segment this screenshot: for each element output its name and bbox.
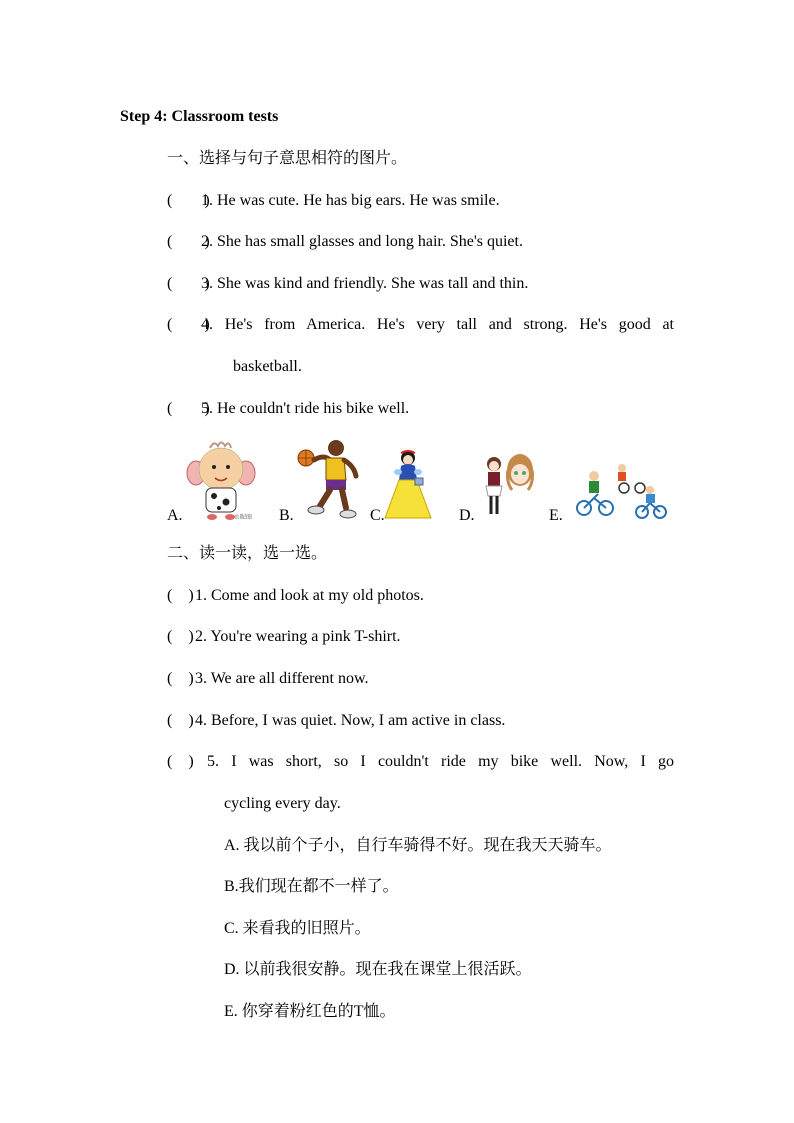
answer-blank[interactable]: ( ) [167, 712, 194, 729]
option-d: D. 以前我很安静。现在我在课堂上很活跃。 [224, 961, 532, 978]
picture-label-a: A. [167, 507, 183, 524]
answer-blank[interactable]: ( ) [167, 670, 194, 687]
section1-question-1 [167, 191, 500, 211]
picture-label-b: B. [279, 507, 294, 524]
picture-label-c: C. [370, 507, 385, 524]
option-a: A. 我以前个子小，自行车骑得不好。现在我天天骑车。 [224, 837, 612, 854]
answer-blank[interactable]: ( ) [167, 233, 210, 250]
answer-blank[interactable]: ( ) [167, 275, 210, 292]
question-text: 4. He's from America. He's very tall and strong. He's good at [201, 316, 674, 333]
question-text: 3. We are all different now. [195, 670, 369, 687]
section2-title: 二、读一读，选一选。 [167, 545, 328, 562]
section1-question-2 [167, 232, 523, 252]
picture-watermark: ©昵图 [234, 514, 253, 521]
children-cycling-icon [574, 462, 668, 520]
option-b: B.我们现在都不一样了。 [224, 878, 399, 895]
question-text: 1. He was cute. He has big ears. He was smile. [201, 192, 500, 209]
question-text: 5. I was short, so I couldn't ride my bike well. Now, I go [207, 753, 674, 770]
section1-title: 一、选择与句子意思相符的图片。 [167, 150, 408, 167]
page-heading: Step 4: Classroom tests [120, 108, 279, 125]
question-text: 5. He couldn't ride his bike well. [201, 400, 410, 417]
anime-girls-icon [480, 452, 540, 522]
answer-blank[interactable]: ( ) [167, 192, 210, 209]
section2-question-4 [167, 711, 505, 731]
option-e: E. 你穿着粉红色的T恤。 [224, 1003, 396, 1020]
section1-question-4 [167, 315, 674, 335]
section2-question-5-continuation: cycling every day. [224, 795, 341, 812]
section1-question-5 [167, 399, 409, 419]
question-text: 3. She was kind and friendly. She was tall and thin. [201, 275, 529, 292]
question-text: 2. She has small glasses and long hair. She's quiet. [201, 233, 523, 250]
section2-question-3 [167, 669, 368, 689]
section2-question-1 [167, 586, 424, 606]
princess-in-yellow-dress-icon [384, 448, 434, 522]
basketball-player-icon [296, 436, 362, 522]
question-text: 2. You're wearing a pink T-shirt. [195, 628, 401, 645]
answer-blank[interactable]: ( ) [167, 400, 210, 417]
picture-label-d: D. [459, 507, 475, 524]
answer-blank[interactable]: ( ) [167, 316, 210, 333]
section1-question-4-continuation: basketball. [233, 358, 302, 375]
cartoon-baby-icon [186, 436, 256, 522]
question-text: 1. Come and look at my old photos. [195, 587, 424, 604]
section1-question-3 [167, 274, 528, 294]
section2-question-2 [167, 627, 401, 647]
option-c: C. 来看我的旧照片。 [224, 920, 371, 937]
question-text: 4. Before, I was quiet. Now, I am active in class. [195, 712, 506, 729]
answer-blank[interactable]: ( ) [167, 587, 194, 604]
section2-question-5 [167, 752, 674, 772]
answer-blank[interactable]: ( ) [167, 628, 194, 645]
answer-blank[interactable]: ( ) [167, 753, 194, 770]
picture-label-e: E. [549, 507, 563, 524]
